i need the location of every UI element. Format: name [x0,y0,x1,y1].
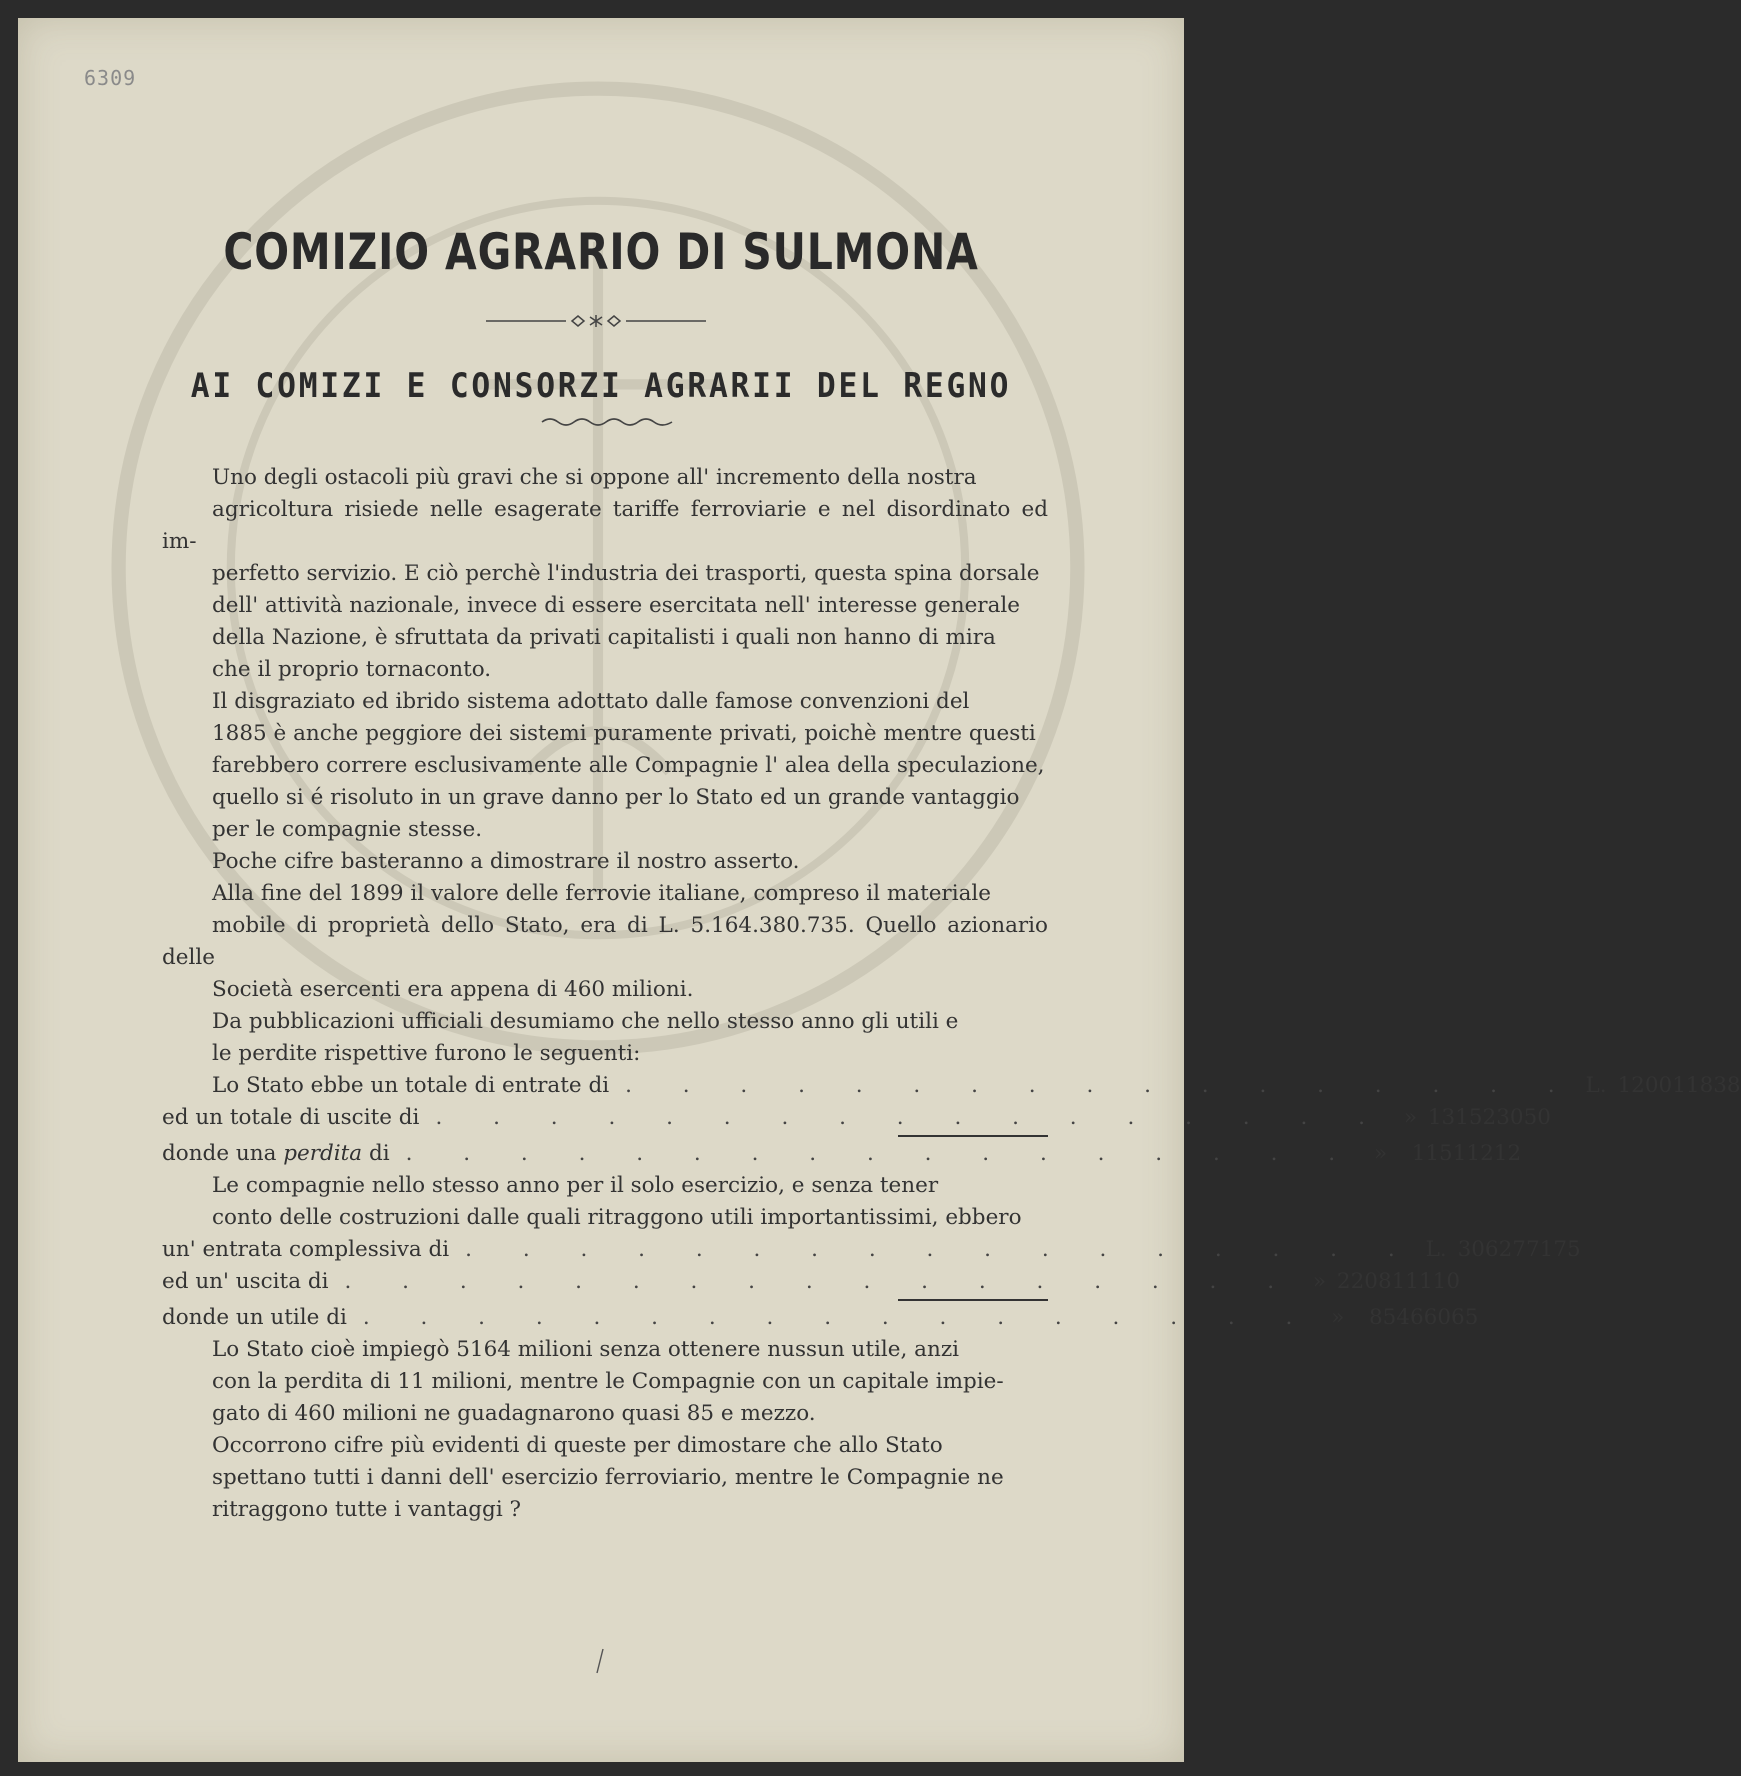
archive-number: 6309 [84,66,137,90]
companies-expense-amount: 220811110 [1336,1269,1461,1294]
ledger-companies-income-row: un' entrata complessiva di . . . . . . . . . . . . . . . . . L. 306277175 [162,1234,1048,1266]
paragraph-7: Lo Stato cioè impiegò 5164 milioni senza ottenere nussun utile, anzi con la perdita di 11 milioni, mentre le Compagnie con un capitale impie- gato di 460 milioni ne guadagnarono quasi 85 e mezzo. [212,1337,1004,1426]
subtitle-underline-ornament [542,416,672,428]
sum-rule [898,1299,1048,1301]
paragraph-5: Da pubblicazioni ufficiali desumiamo che nello stesso anno gli utili e le perdite rispettive furono le seguenti: [212,1009,959,1066]
ledger-companies-result-row: donde un utile di . . . . . . . . . . . . . . . . . » 85466065 [162,1302,1048,1334]
pencil-mark [594,1648,606,1674]
ledger-state [162,1070,1741,1170]
paragraph-3: Poche cifre basteranno a dimostrare il nostro asserto. [212,849,800,874]
paragraph-1: Uno degli ostacoli più gravi che si oppone all' incremento della nostra agricoltura risiede nelle esagerate tariffe ferroviarie e nel disordinato ed im- perfetto servizio. E ciò perchè l'industria dei trasporti, questa spina dorsale dell' attività nazionale, invece di essere esercitata nell' interesse generale della Nazione, è sfruttata da privati capitalisti i quali non hanno di mira che il proprio tornaconto. [162,465,1048,682]
ledger-state-result-row: donde una perdita di . . . . . . . . . . . . . . . . . » 11511212 [162,1138,1048,1170]
paragraph-8: Occorrono cifre più evidenti di queste per dimostare che allo Stato spettano tutti i danni dell' esercizio ferroviario, mentre le Compagnie ne ritraggono tutte i vantaggi ? [212,1433,1004,1522]
companies-profit-amount: 85466065 [1368,1305,1479,1330]
state-loss-amount: 11511212 [1411,1141,1522,1166]
sum-rule [898,1135,1048,1137]
document-page [18,18,1741,1762]
ledger-companies-expense-row: ed un' uscita di . . . . . . . . . . . . . . . . . » 220811110 [162,1266,1048,1298]
document-body [162,462,1741,1526]
paragraph-2: Il disgraziato ed ibrido sistema adottato dalle famose convenzioni del 1885 è anche peggiore dei sistemi puramente privati, poichè mentre questi farebbero correre esclusivamente alle Compagnie l' alea della speculazione, quello si é risoluto in un grave danno per lo Stato ed un grande vantaggio per le compagnie stesse. [212,689,1045,842]
ledger-companies [162,1234,1581,1334]
paragraph-4: Alla fine del 1899 il valore delle ferrovie italiane, compreso il materiale mobile di proprietà dello Stato, era di L. 5.164.380.735. Quello azionario delle Società esercenti era appena di 460 milioni. [162,881,1048,1002]
companies-income-amount: 306277175 [1457,1237,1581,1262]
document-title: COMIZIO AGRARIO DI SULMONA [223,223,979,281]
state-income-amount: 120011838 [1617,1073,1741,1098]
ledger-state-expense-row: ed un totale di uscite di . . . . . . . . . . . . . . . . . » 131523050 [162,1102,1048,1134]
ledger-state-income-row: Lo Stato ebbe un totale di entrate di . . . . . . . . . . . . . . . . . L. 120011838 [162,1070,1048,1102]
title-ornament [486,313,706,329]
state-expense-amount: 131523050 [1427,1105,1551,1130]
paragraph-6: Le compagnie nello stesso anno per il solo esercizio, e senza tener conto delle costruzioni dalle quali ritraggono utili importantissimi, ebbero [212,1173,1022,1230]
document-subtitle: AI COMIZI E CONSORZI AGRARII DEL REGNO [190,366,1012,406]
